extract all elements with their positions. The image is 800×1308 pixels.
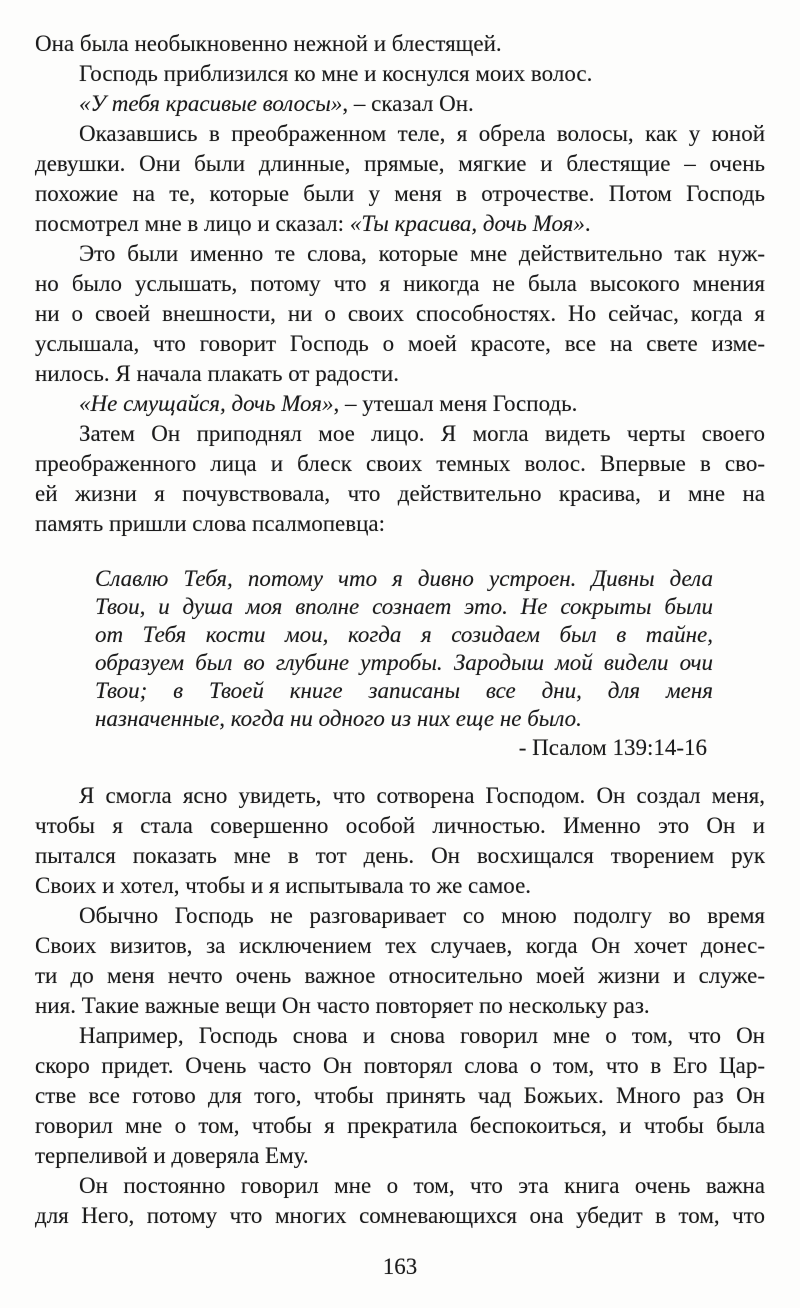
body-text: чтобы я стала совершенно особой личностью. Именно это Он и: [35, 813, 765, 838]
page-number: 163: [382, 1254, 418, 1279]
body-text: ния. Такие важные вещи Он часто повторяет по нескольку раз.: [35, 993, 650, 1018]
quote-line: [95, 705, 713, 733]
text-line: [35, 149, 765, 179]
paragraph: [35, 389, 765, 419]
body-text: похожие на те, которые были у меня в отрочестве. Потом Господь: [35, 181, 765, 206]
body-text: Славлю Тебя, потому что я дивно устроен. Дивны дела: [95, 566, 713, 591]
psalm-quote: [95, 565, 713, 733]
text-line: [35, 449, 765, 479]
text-line: [35, 811, 765, 841]
spoken-quote-text: «Ты красива, дочь Моя»: [349, 211, 585, 236]
quote-line: [95, 621, 713, 649]
text-line: [35, 1081, 765, 1111]
quote-line: [95, 565, 713, 593]
text-line: [35, 29, 765, 59]
body-text: Она была необыкновенно нежной и блестящей.: [35, 31, 502, 56]
quote-line: [95, 593, 713, 621]
body-text: Твои, и душа моя вполне сознает это. Не сокрыты были: [95, 594, 713, 619]
body-text: , – сказал Он.: [342, 91, 474, 116]
text-line: [35, 871, 765, 901]
text-line: [35, 389, 765, 419]
text-line: [35, 329, 765, 359]
text-line: [35, 209, 765, 239]
text-line: [35, 1201, 765, 1231]
body-text: ей жизни я почувствовала, что действительно красива, и мне на: [35, 481, 765, 506]
body-text: посмотрел мне в лицо и сказал:: [35, 211, 350, 236]
text-line: [35, 479, 765, 509]
paragraph: [35, 1021, 765, 1171]
spoken-quote-text: «У тебя красивые волосы»: [79, 91, 343, 116]
text-line: [35, 299, 765, 329]
text-line: [35, 961, 765, 991]
text-line: [35, 1021, 765, 1051]
body-text: ти до меня нечто очень важное относительно моей жизни и служе-: [35, 963, 765, 988]
body-text: терпеливой и доверяла Ему.: [35, 1143, 309, 1168]
text-line: [35, 59, 765, 89]
quote-line: [95, 677, 713, 705]
body-text: Это были именно те слова, которые мне действительно так нуж-: [79, 241, 765, 266]
text-line: [35, 901, 765, 931]
body-text: услышала, что говорит Господь о моей красоте, все на свете изме-: [35, 331, 765, 356]
text-line: [35, 179, 765, 209]
body-text: Своих визитов, за исключением тех случаев, когда Он хочет донес-: [35, 933, 765, 958]
body-text: образуем был во глубине утробы. Зародыш мой видели очи: [95, 650, 713, 675]
text-line: [35, 991, 765, 1021]
paragraph: [35, 239, 765, 389]
body-text: - Псалом 139:14-16: [518, 735, 707, 760]
text-line: [35, 89, 765, 119]
page-text: [35, 29, 765, 1231]
body-text: память пришли слова псалмопевца:: [35, 511, 386, 536]
body-text: Твои; в Твоей книге записаны все дни, для меня: [95, 678, 713, 703]
body-text: Например, Господь снова и снова говорил мне о том, что Он: [79, 1023, 765, 1048]
body-text: Он постоянно говорил мне о том, что эта книга очень важна: [79, 1173, 765, 1198]
body-text: пытался показать мне в тот день. Он восхищался творением рук: [35, 843, 765, 868]
text-line: [35, 269, 765, 299]
quote-line: [95, 649, 713, 677]
paragraph: [35, 1171, 765, 1231]
paragraph: [35, 119, 765, 239]
paragraph: [35, 419, 765, 539]
text-line: [35, 1051, 765, 1081]
paragraph: [35, 89, 765, 119]
body-text: Господь приблизился ко мне и коснулся моих волос.: [79, 61, 593, 86]
text-line: [35, 931, 765, 961]
psalm-attribution: [35, 733, 765, 763]
body-text: .: [584, 211, 591, 236]
text-line: [35, 1141, 765, 1171]
body-text: Своих и хотел, чтобы и я испытывала то же самое.: [35, 873, 532, 898]
text-line: [35, 359, 765, 389]
paragraph: [35, 901, 765, 1021]
text-line: [35, 841, 765, 871]
text-line: [35, 119, 765, 149]
body-text: но было услышать, потому что я никогда не была высокого мнения: [35, 271, 765, 296]
text-line: [35, 1171, 765, 1201]
text-line: [35, 509, 765, 539]
body-text: нилось. Я начала плакать от радости.: [35, 361, 399, 386]
spoken-quote-text: «Не смущайся, дочь Моя»: [79, 391, 334, 416]
text-line: [35, 1111, 765, 1141]
text-line: [35, 733, 765, 763]
body-text: Обычно Господь не разговаривает со мною подолгу во время: [79, 903, 765, 928]
paragraph: [35, 781, 765, 901]
body-text: девушки. Они были длинные, прямые, мягкие и блестящие – очень: [35, 151, 765, 176]
text-line: [35, 239, 765, 269]
text-line: [35, 419, 765, 449]
text-line: [35, 781, 765, 811]
paragraph: [35, 59, 765, 89]
body-text: преображенного лица и блеск своих темных волос. Впервые в сво-: [35, 451, 765, 476]
paragraph: [35, 29, 765, 59]
body-text: от Тебя кости мои, когда я созидаем был в тайне,: [95, 622, 713, 647]
body-text: стве все готово для того, чтобы принять чад Божьих. Много раз Он: [35, 1083, 765, 1108]
body-text: Затем Он приподнял мое лицо. Я могла видеть черты своего: [79, 421, 765, 446]
body-text: Я смогла ясно увидеть, что сотворена Господом. Он создал меня,: [79, 783, 765, 808]
body-text: для Него, потому что многих сомневающихся она убедит в том, что: [35, 1203, 765, 1228]
body-text: назначенные, когда ни одного из них еще не было.: [95, 706, 582, 731]
body-text: Оказавшись в преображенном теле, я обрела волосы, как у юной: [79, 121, 765, 146]
body-text: , – утешал меня Господь.: [333, 391, 578, 416]
body-text: говорил мне о том, чтобы я прекратила беспокоиться, и чтобы была: [35, 1113, 765, 1138]
body-text: ни о своей внешности, ни о своих способностях. Но сейчас, когда я: [35, 301, 765, 326]
body-text: скоро придет. Очень часто Он повторял слова о том, что в Его Цар-: [35, 1053, 765, 1078]
